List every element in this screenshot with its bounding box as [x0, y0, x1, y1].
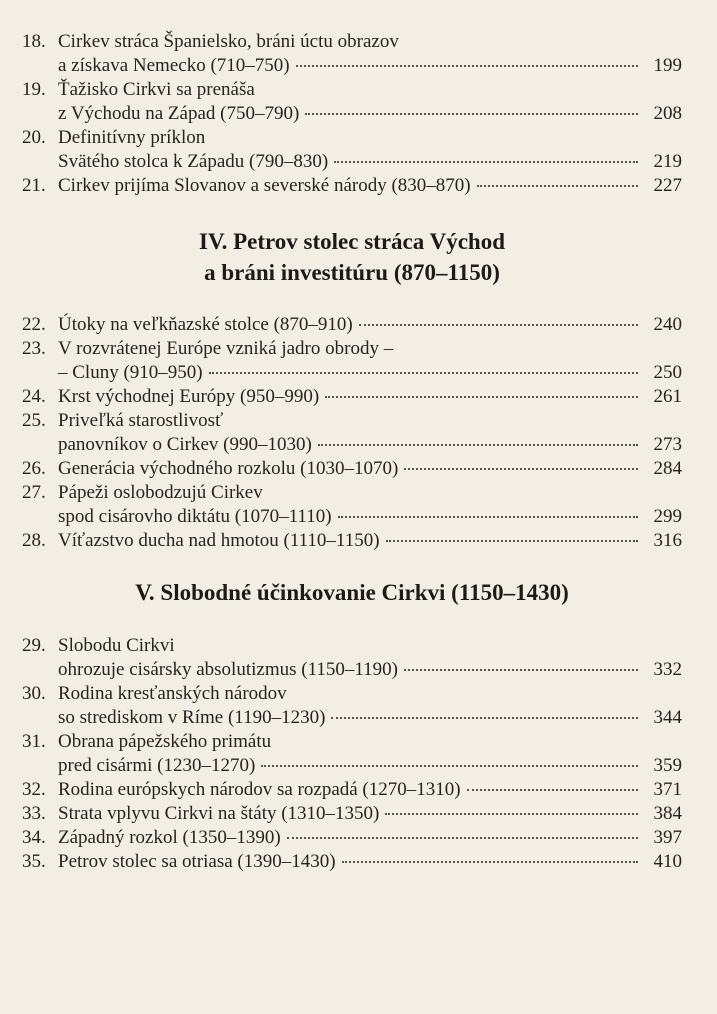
toc-entry-number: 34.	[22, 827, 46, 848]
toc-entry-title: Definitívny príklon	[58, 127, 206, 148]
toc-entry-number: 32.	[22, 779, 46, 800]
toc-entry	[22, 481, 682, 529]
section-title-line-2: a bráni investitúru (870–1150)	[204, 260, 500, 285]
toc-entry-page-number: 410	[653, 851, 682, 872]
toc-entry-page-number: 384	[653, 803, 682, 824]
dot-leader	[318, 444, 638, 446]
toc-entry-line	[22, 385, 682, 409]
toc-entry-page-number: 284	[653, 458, 682, 479]
toc-entry-title: Slobodu Cirkvi	[58, 635, 175, 656]
toc-entry-title: z Východu na Západ (750–790)	[58, 103, 300, 124]
toc-entry-page-number: 261	[653, 386, 682, 407]
toc-entry-line	[22, 126, 682, 150]
dot-leader	[386, 540, 638, 542]
toc-entry-title: Svätého stolca k Západu (790–830)	[58, 151, 329, 172]
toc-list-part-4	[22, 313, 682, 553]
dot-leader	[404, 468, 638, 470]
toc-entry-title: panovníkov o Cirkev (990–1030)	[58, 434, 312, 455]
toc-entry-number: 33.	[22, 803, 46, 824]
toc-entry	[22, 174, 682, 198]
toc-entry-line	[22, 505, 682, 529]
toc-entry	[22, 313, 682, 337]
toc-entry-title: ohrozuje cisársky absolutizmus (1150–1190)	[58, 659, 398, 680]
toc-entry	[22, 730, 682, 778]
toc-entry-number: 20.	[22, 127, 46, 148]
dot-leader	[404, 669, 638, 671]
toc-entry-line	[22, 457, 682, 481]
toc-entry-title: so strediskom v Ríme (1190–1230)	[58, 707, 326, 728]
toc-entry-line	[22, 658, 682, 682]
section-heading-4	[22, 226, 682, 288]
toc-entry-page-number: 227	[653, 175, 682, 196]
toc-entry-title: Strata vplyvu Cirkvi na štáty (1310–1350)	[58, 803, 380, 824]
toc-entry-line	[22, 850, 682, 874]
toc-entry	[22, 850, 682, 874]
toc-entry-number: 19.	[22, 79, 46, 100]
section-title: V. Slobodné účinkovanie Cirkvi (1150–1430)	[135, 580, 569, 605]
toc-entry-number: 28.	[22, 530, 46, 551]
dot-leader	[359, 324, 638, 326]
toc-entry-title: Cirkev prijíma Slovanov a severské národy (830–870)	[58, 175, 471, 196]
toc-entry-page-number: 240	[653, 314, 682, 335]
dot-leader	[338, 516, 638, 518]
toc-entry-number: 23.	[22, 338, 46, 359]
dot-leader	[385, 813, 638, 815]
toc-entry	[22, 126, 682, 174]
toc-entry-line	[22, 529, 682, 553]
dot-leader	[334, 161, 638, 163]
toc-entry-title: Krst východnej Európy (950–990)	[58, 386, 320, 407]
toc-entry-title: spod cisárovho diktátu (1070–1110)	[58, 506, 332, 527]
toc-entry-title: Víťazstvo ducha nad hmotou (1110–1150)	[58, 530, 380, 551]
toc-entry-title: V rozvrátenej Európe vzniká jadro obrody –	[58, 338, 394, 359]
dot-leader	[325, 396, 638, 398]
toc-entry-number: 30.	[22, 683, 46, 704]
toc-entry-number: 26.	[22, 458, 46, 479]
toc-entry-line	[22, 54, 682, 78]
toc-entry-title: – Cluny (910–950)	[58, 362, 203, 383]
toc-entry-title: pred cisármi (1230–1270)	[58, 755, 256, 776]
toc-entry-number: 27.	[22, 482, 46, 503]
toc-entry	[22, 826, 682, 850]
toc-entry-line	[22, 30, 682, 54]
dot-leader	[467, 789, 638, 791]
toc-entry-line	[22, 778, 682, 802]
toc-entry-number: 35.	[22, 851, 46, 872]
toc-entry-page-number: 316	[653, 530, 682, 551]
toc-entry-number: 24.	[22, 386, 46, 407]
toc-entry-number: 21.	[22, 175, 46, 196]
toc-entry-page-number: 219	[653, 151, 682, 172]
toc-entry	[22, 778, 682, 802]
toc-entry-line	[22, 706, 682, 730]
dot-leader	[305, 113, 638, 115]
toc-entry-title: Priveľká starostlivosť	[58, 410, 224, 431]
toc-entry-line	[22, 313, 682, 337]
toc-entry-title: Pápeži oslobodzujú Cirkev	[58, 482, 263, 503]
toc-entry-page-number: 199	[653, 55, 682, 76]
toc-entry-title: Cirkev stráca Španielsko, bráni úctu obrazov	[58, 31, 399, 52]
toc-entry-page-number: 371	[653, 779, 682, 800]
toc-entry-title: Petrov stolec sa otriasa (1390–1430)	[58, 851, 336, 872]
toc-entry-line	[22, 150, 682, 174]
toc-entry	[22, 682, 682, 730]
toc-entry-title: a získava Nemecko (710–750)	[58, 55, 290, 76]
toc-entry-line	[22, 433, 682, 457]
toc-entry	[22, 802, 682, 826]
dot-leader	[477, 185, 638, 187]
toc-entry-title: Generácia východného rozkolu (1030–1070)	[58, 458, 399, 479]
toc-entry-number: 22.	[22, 314, 46, 335]
toc-entry	[22, 337, 682, 385]
table-of-contents	[22, 30, 682, 874]
dot-leader	[261, 765, 638, 767]
toc-entry-line	[22, 409, 682, 433]
toc-entry-page-number: 250	[653, 362, 682, 383]
dot-leader	[296, 65, 638, 67]
toc-entry	[22, 457, 682, 481]
toc-entry	[22, 30, 682, 78]
dot-leader	[342, 861, 638, 863]
section-heading-5	[22, 577, 682, 608]
toc-entry-line	[22, 102, 682, 126]
toc-entry	[22, 78, 682, 126]
toc-entry-line	[22, 754, 682, 778]
toc-entry-page-number: 299	[653, 506, 682, 527]
toc-entry-line	[22, 682, 682, 706]
toc-entry-title: Rodina európskych národov sa rozpadá (1270–1310)	[58, 779, 461, 800]
dot-leader	[287, 837, 638, 839]
toc-entry	[22, 385, 682, 409]
toc-entry-number: 18.	[22, 31, 46, 52]
toc-entry	[22, 634, 682, 682]
toc-entry-number: 31.	[22, 731, 46, 752]
toc-entry-title: Ťažisko Cirkvi sa prenáša	[58, 79, 255, 100]
dot-leader	[209, 372, 638, 374]
toc-entry-line	[22, 730, 682, 754]
section-title-line-1: IV. Petrov stolec stráca Východ	[199, 229, 505, 254]
toc-entry-page-number: 397	[653, 827, 682, 848]
toc-entry-title: Útoky na veľkňazské stolce (870–910)	[58, 314, 353, 335]
toc-entry-title: Obrana pápežského primátu	[58, 731, 272, 752]
toc-entry-page-number: 359	[653, 755, 682, 776]
toc-entry-page-number: 344	[653, 707, 682, 728]
toc-entry-title: Rodina kresťanských národov	[58, 683, 287, 704]
toc-entry-line	[22, 634, 682, 658]
toc-list-part-3	[22, 30, 682, 198]
toc-list-part-5	[22, 634, 682, 874]
toc-entry	[22, 529, 682, 553]
toc-entry-line	[22, 337, 682, 361]
toc-entry-title: Západný rozkol (1350–1390)	[58, 827, 281, 848]
toc-entry-number: 25.	[22, 410, 46, 431]
toc-entry-line	[22, 826, 682, 850]
toc-entry-page-number: 208	[653, 103, 682, 124]
toc-entry-page-number: 332	[653, 659, 682, 680]
toc-entry-page-number: 273	[653, 434, 682, 455]
dot-leader	[331, 717, 638, 719]
toc-entry-line	[22, 361, 682, 385]
toc-entry	[22, 409, 682, 457]
toc-entry-line	[22, 78, 682, 102]
toc-entry-line	[22, 174, 682, 198]
toc-entry-line	[22, 481, 682, 505]
toc-entry-number: 29.	[22, 635, 46, 656]
toc-entry-line	[22, 802, 682, 826]
